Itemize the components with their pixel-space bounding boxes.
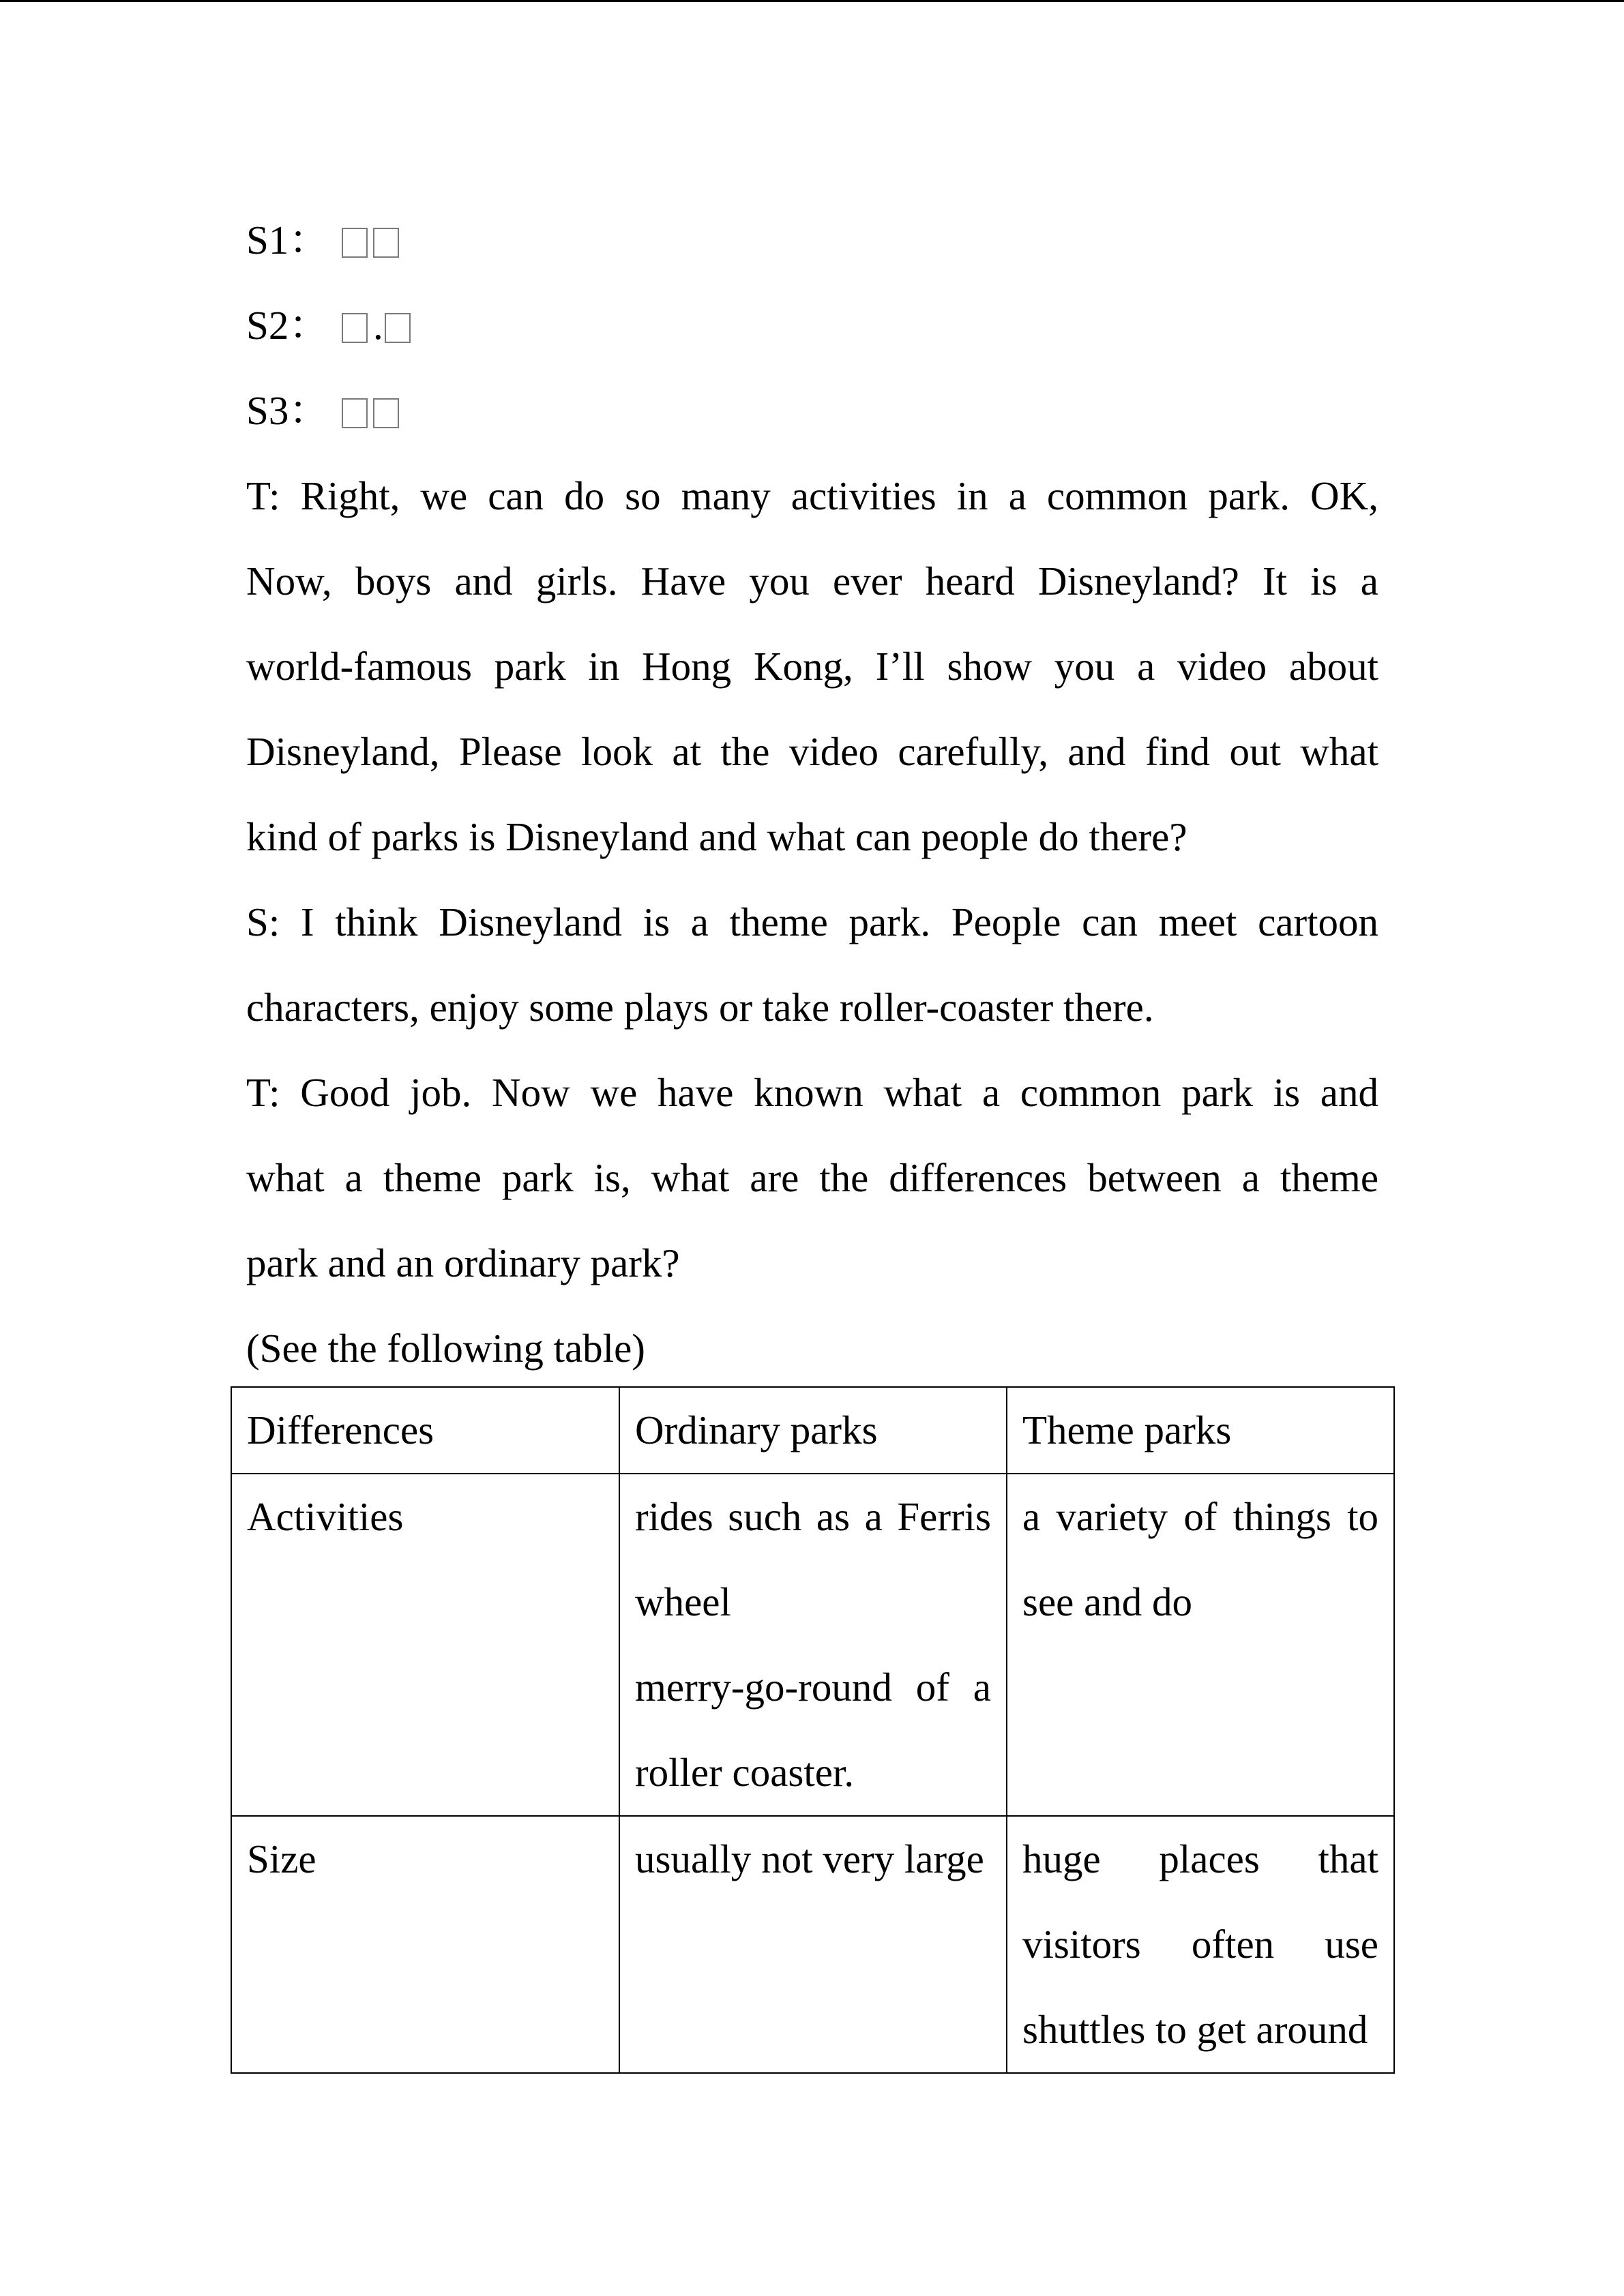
teacher-text-line: Now, boys and girls. Have you ever heard Disneyland? It is a [246,558,1378,603]
page-top-border [0,0,1624,2]
dialogue-line-s2 [246,283,1378,368]
cell-text: shuttles to get around [1022,2007,1368,2052]
teacher-text-line: Disneyland, Please look at the video carefully, and find out what [246,729,1378,774]
cell-theme-size [1007,1816,1394,2073]
cell-text: visitors often use [1022,1922,1378,1967]
table-intro: (See the following table) [246,1326,645,1371]
teacher-text-line: park and an ordinary park? [246,1240,680,1285]
cell-text: a variety of things to [1022,1494,1378,1539]
teacher-text-line: world-famous park in Hong Kong, I’ll show you a video about [246,644,1378,689]
student-text-line: characters, enjoy some plays or take roller-coaster there. [246,985,1154,1030]
cell-theme-activities [1007,1474,1394,1816]
cell-text: Size [247,1836,316,1881]
missing-glyph-box [385,313,411,343]
dialogue-line-s3 [246,368,1378,453]
header-ordinary-parks: Ordinary parks [619,1387,1007,1474]
teacher-text-line: what a theme park is, what are the differences between a theme [246,1155,1378,1200]
teacher-text-line: kind of parks is Disneyland and what can people do there? [246,814,1187,859]
speaker-label-s2: S2： [246,303,329,348]
student-text-line: S: I think Disneyland is a theme park. People can meet cartoon [246,899,1378,944]
cell-ordinary-activities [619,1474,1007,1816]
document-body [246,198,1378,1391]
speaker-label-s3: S3： [246,388,329,433]
speaker-label-s1: S1： [246,218,329,263]
cell-text: roller coaster. [635,1750,855,1795]
table-row [231,1816,1394,2073]
missing-glyph-box [373,228,399,258]
missing-glyph-box [342,398,368,428]
table-header-row [231,1387,1394,1474]
cell-text: see and do [1022,1579,1193,1624]
cell-text: huge places that [1022,1836,1378,1881]
teacher-text-line: T: Right, we can do so many activities in a common park. OK, [246,473,1378,518]
cell-ordinary-size [619,1816,1007,2073]
cell-text: merry-go-round of a [635,1665,991,1710]
missing-glyph-box [373,398,399,428]
header-differences: Differences [231,1387,619,1474]
cell-text: Activities [247,1494,404,1539]
missing-glyph-box [342,313,368,343]
table-row [231,1474,1394,1816]
separator-dot: . [373,303,383,348]
comparison-table [231,1386,1395,2074]
header-theme-parks: Theme parks [1007,1387,1394,1474]
row-label-size [231,1816,619,2073]
cell-text: usually not very large [635,1836,984,1881]
cell-text: rides such as a Ferris [635,1494,991,1539]
cell-text: wheel [635,1579,731,1624]
teacher-text-line: T: Good job. Now we have known what a common park is and [246,1070,1378,1115]
missing-glyph-box [342,228,368,258]
row-label-activities [231,1474,619,1816]
dialogue-line-s1 [246,198,1378,283]
